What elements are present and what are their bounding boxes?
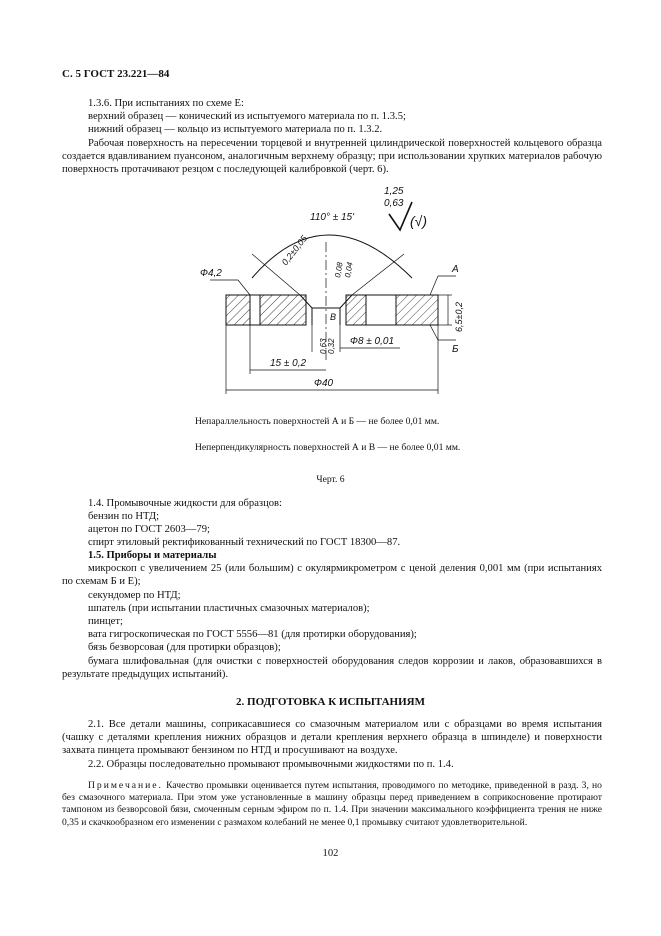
note-paragraph xyxy=(62,780,602,829)
chamfer-dimension: 0,2±0,05 xyxy=(279,233,310,268)
caption-perpendicularity: Неперпендикулярность поверхностей А и В — не более 0,01 мм. xyxy=(195,442,461,453)
liquid-item: бензин по НТД; xyxy=(88,511,160,522)
instrument-item: пинцет; xyxy=(88,616,123,627)
upper-sample-line: верхний образец — конический из испытуемого материала по п. 1.3.5; xyxy=(88,111,406,122)
instrument-item: вата гигроскопическая по ГОСТ 5556—81 (для протирки оборудования); xyxy=(88,629,417,640)
instrument-item: микроскоп с увеличением 25 (или большим) с окулярмикрометром с ценой деления 0,001 мм (при испытаниях по схемам Б и Е); xyxy=(62,563,602,588)
bore-diameter-dimension: Ф8 ± 0,01 xyxy=(350,336,395,347)
note-label: Примечание. xyxy=(88,780,163,791)
offset-dimension: 15 ± 0,2 xyxy=(270,358,307,369)
hole-diameter-label: Ф4,2 xyxy=(200,268,222,279)
depth-value-2: 0,04 xyxy=(343,261,355,279)
instrument-item: секундомер по НТД; xyxy=(88,590,181,601)
lower-sample-line: нижний образец — кольцо из испытуемого материала по п. 1.3.2. xyxy=(88,124,383,135)
liquids-title: 1.4. Промывочные жидкости для образцов: xyxy=(88,498,282,509)
angle-dimension: 110° ± 15' xyxy=(310,212,355,223)
surface-a-label: А xyxy=(452,264,459,275)
technical-drawing xyxy=(190,182,480,414)
ring-left-section xyxy=(226,295,306,325)
page-header: С. 5 ГОСТ 23.221—84 xyxy=(62,68,170,80)
roughness-value-1: 1,25 xyxy=(384,186,404,197)
liquid-item: ацетон по ГОСТ 2603—79; xyxy=(88,524,210,535)
height-dimension: 6,5±0,2 xyxy=(454,302,464,332)
instruments-title: 1.5. Приборы и материалы xyxy=(88,550,217,561)
clause-1-3-6: 1.3.6. При испытаниях по схеме Е: xyxy=(88,98,244,109)
surface-b-label: Б xyxy=(452,344,459,355)
surface-v-label: В xyxy=(330,312,337,322)
clause-2-2: 2.2. Образцы последовательно промывают промывочными жидкостями по п. 1.4. xyxy=(88,759,454,770)
liquid-item: спирт этиловый ректификованный технический по ГОСТ 18300—87. xyxy=(88,537,401,548)
roughness-bore-1: 0,63 xyxy=(319,338,328,354)
roughness-value-2: 0,63 xyxy=(384,198,404,209)
outer-diameter-dimension: Ф40 xyxy=(314,378,334,389)
section-2-title: 2. ПОДГОТОВКА К ИСПЫТАНИЯМ xyxy=(236,696,425,708)
instrument-item: бязь безворсовая (для протирки образцов); xyxy=(88,642,281,653)
roughness-bore-2: 0,32 xyxy=(327,338,336,354)
clause-2-1: 2.1. Все детали машины, соприкасавшиеся со смазочным материалом или с образцами во время испытания (чашку с деталями крепления нижних образцов и детали крепления верхнего образца в шпинделе) и поверхности захвата пинцета промывают бензином по НТД и просушивают на воздухе. xyxy=(62,719,602,757)
depth-value-1: 0,08 xyxy=(333,261,345,279)
instrument-item: бумага шлифовальная (для очистки с поверхностей оборудования следов коррозии и лаков, образовавшихся в результате предыдущих испытаний). xyxy=(62,656,602,681)
page-number: 102 xyxy=(322,848,339,859)
caption-parallelism: Непараллельность поверхностей А и Б — не более 0,01 мм. xyxy=(195,416,440,427)
figure-label: Черт. 6 xyxy=(316,474,345,485)
working-surface-paragraph: Рабочая поверхность на пересечении торцевой и внутренней цилиндрической поверхностей кольцевого образца создается вдавливанием пуансоном, аналогичным верхнему образцу; при использовании хрупких материалов рабочую поверхность протачивают резцом с последующей калибровкой (черт. 6). xyxy=(62,138,602,176)
instrument-item: шпатель (при испытании пластичных смазочных материалов); xyxy=(88,603,370,614)
note-text: Качество промывки оценивается путем испытания, проводимого по методике, приведенной в разд. 3, но без смазочного материала. При этом уже установленные в машину образцы перед приведением в соприкосновение протирают тампоном из безворсовой бязи, смоченным серным эфиром по п. 1.4. При значении максимального коэффициента трения не ниже 0,35 и скачкообразном его изменении с размахом колебаний не менее 0,1 промывку считают удовлетворительной. xyxy=(62,780,602,828)
roughness-paren: (√) xyxy=(410,213,428,229)
